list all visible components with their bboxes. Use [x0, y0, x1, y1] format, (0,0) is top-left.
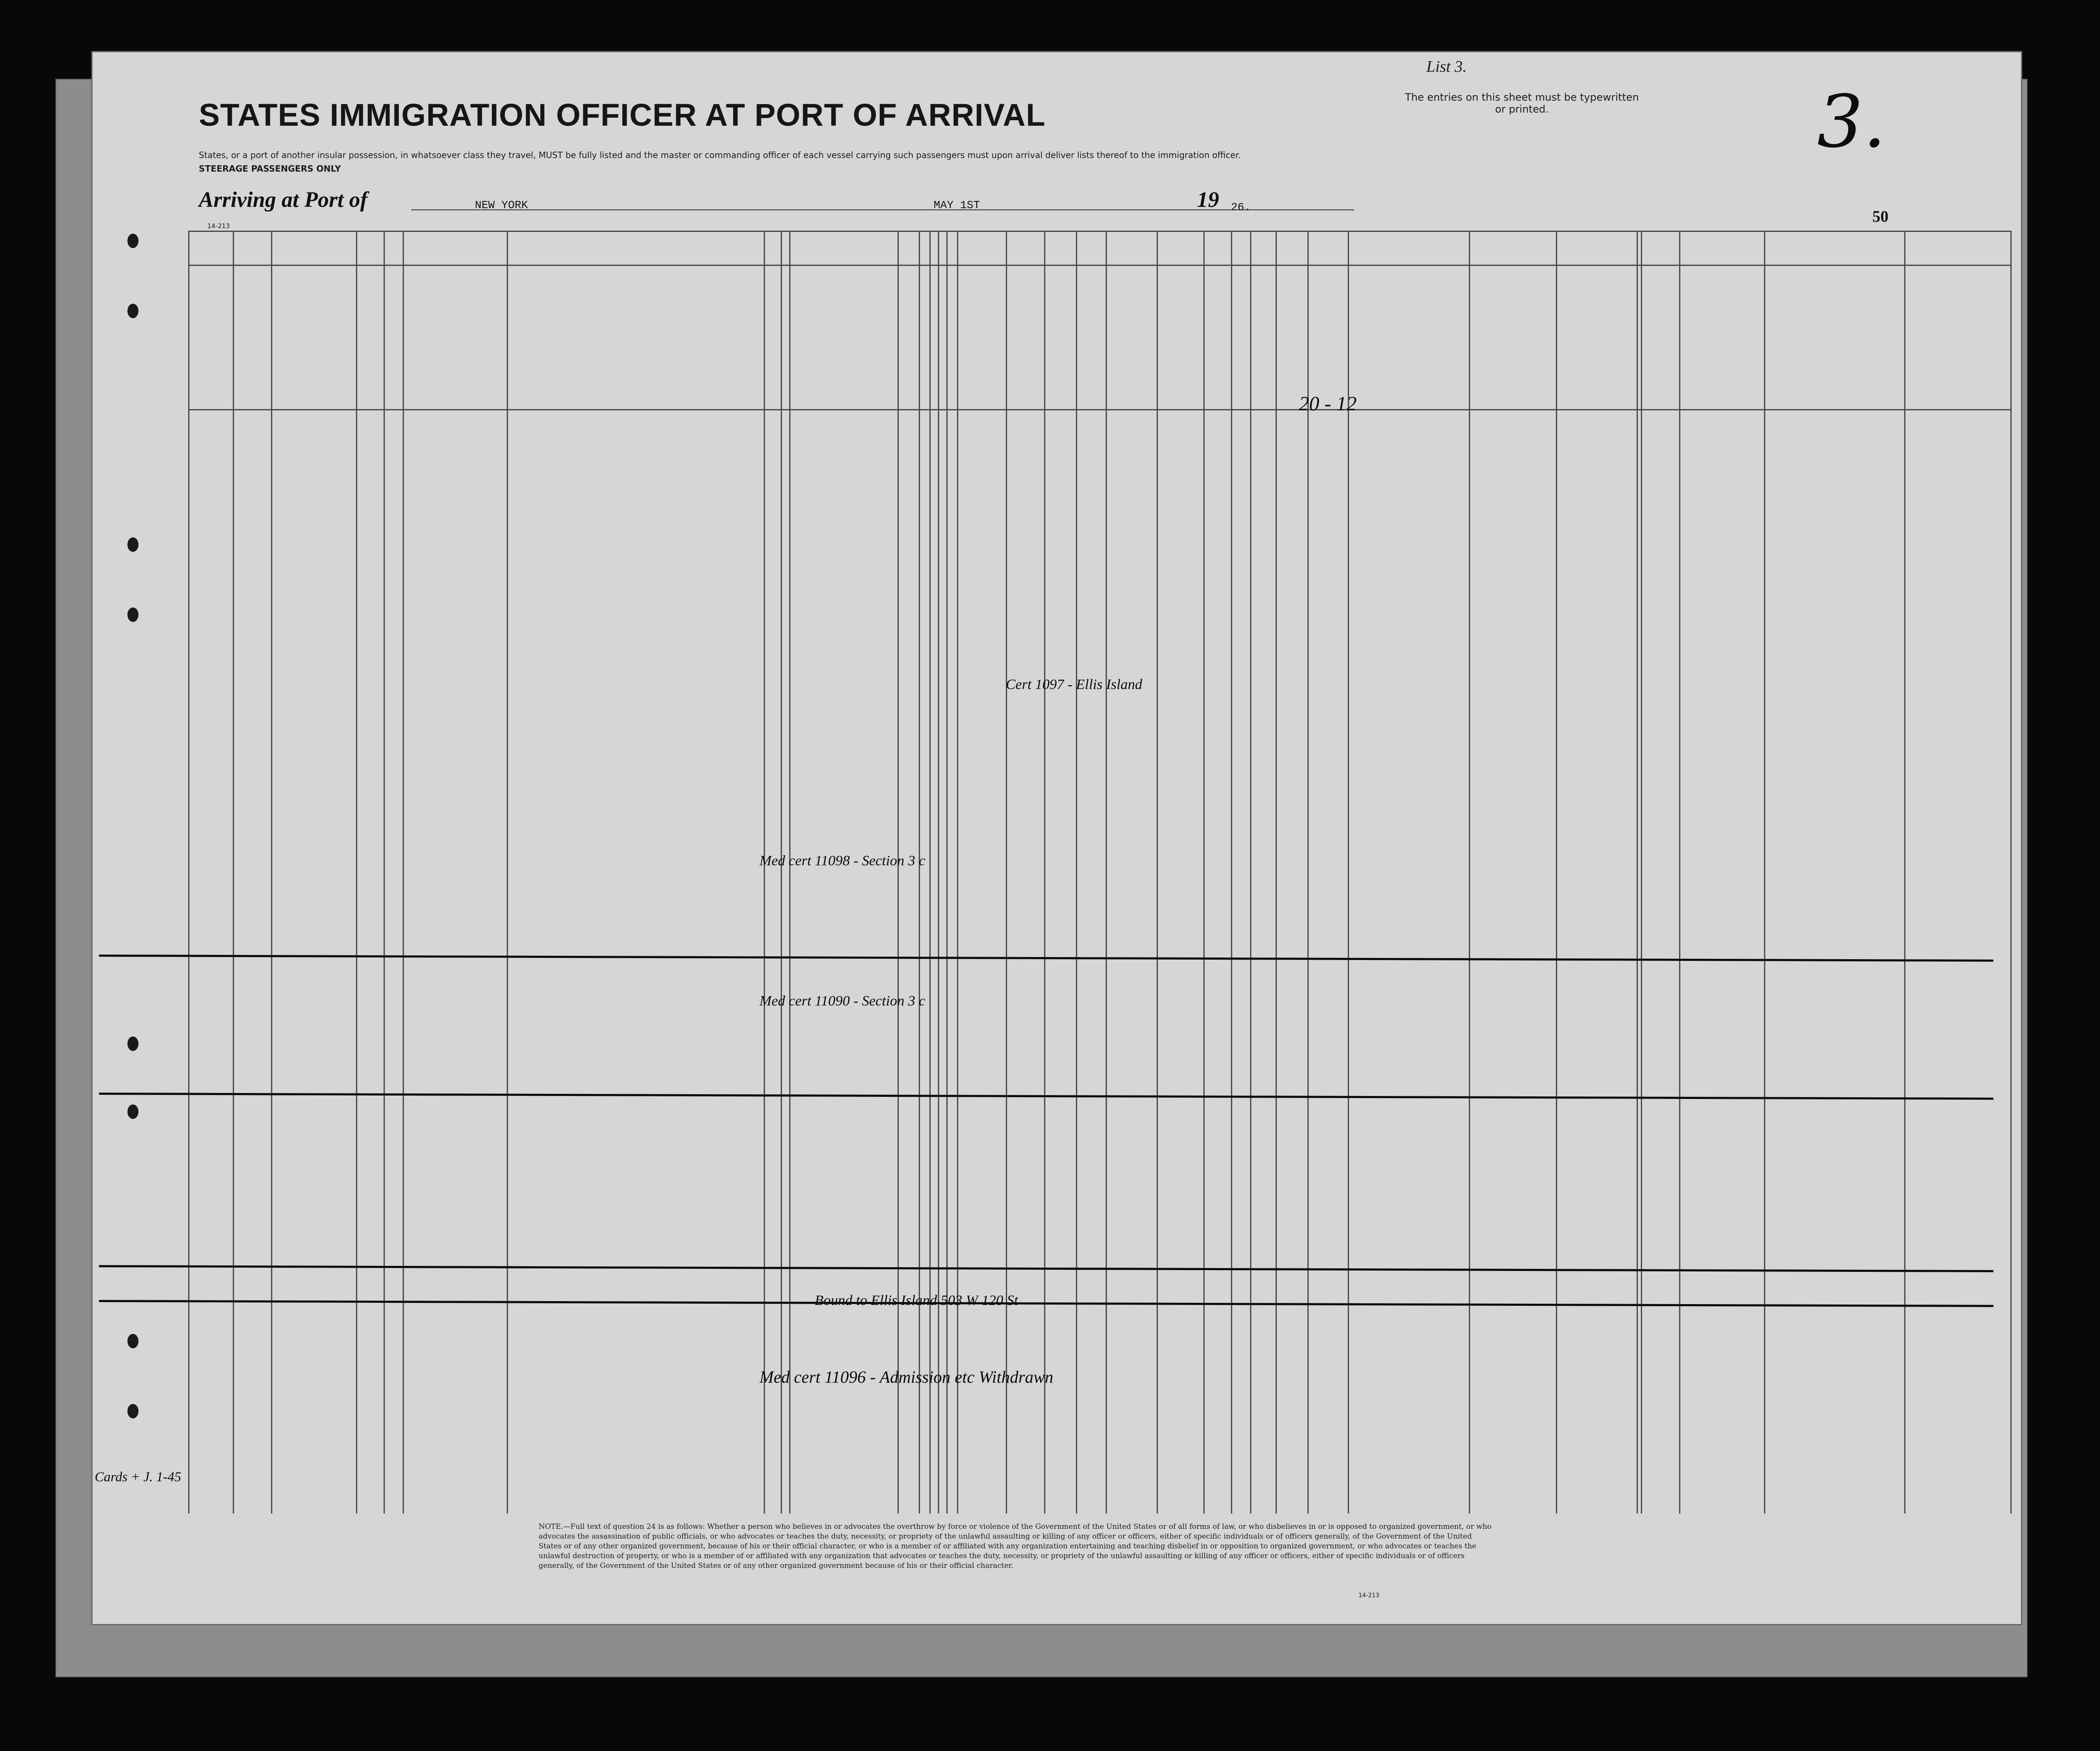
column-rule: [1764, 231, 1765, 1514]
column-rule: [507, 231, 508, 1514]
column-rule: [957, 231, 958, 1514]
binder-hole: [127, 607, 138, 622]
page-subtitle: States, or a port of another insular possession, in whatsoever class they travel, MUST be fully listed and the master or commanding officer of each vessel carrying such passengers must upon arrival deliver lists thereof to the immigration officer.: [199, 150, 1241, 160]
form-code: 14-213: [207, 222, 230, 230]
column-rule: [1556, 231, 1557, 1514]
column-rule: [919, 231, 920, 1514]
footnote: NOTE.—Full text of question 24 is as follows: Whether a person who believes in or advocates the overthrow by force or violence of the Government of the United States or of all forms of law, or who disbelieves in or is opposed to organized government, or who advocates the assassination of public officials, or who advocates or teaches the duty, necessity, or propriety of the unlawful assaulting or killing of any officer or officers, either of specific individuals or of officers generally, of the Government of the United States or of any other organized government, because of his or their official character, or who is a member of or affiliated with any organization entertaining and teaching disbelief in or opposition to organized government, or who advocates or teaches the unlawful destruction of property, or who is a member of or affiliated with any organization that advocates or teaches the duty, necessity, or propriety of the unlawful assaulting or killing of any officer or officers, either of specific individuals or of officers generally, of the Government of the United States or of any other organized government because of his or their official character.: [539, 1522, 1492, 1570]
column-rule: [1157, 231, 1158, 1514]
header-rule: [188, 265, 2010, 266]
binder-hole: [127, 234, 138, 248]
list-label: List 3.: [1426, 58, 1467, 76]
column-rule: [764, 231, 765, 1514]
handwritten-note-row29: Med cert 11096 - Admission etc Withdrawn: [759, 1367, 1053, 1387]
header-rule: [188, 231, 2010, 232]
column-rule: [1006, 231, 1007, 1514]
column-rule: [1076, 231, 1077, 1514]
column-rule: [1679, 231, 1680, 1514]
column-rule: [929, 231, 931, 1514]
sheet-mark: 3.: [1817, 80, 1886, 164]
typewritten-note: The entries on this sheet must be typewritten or printed.: [1405, 91, 1639, 115]
list-number: 3.: [1454, 58, 1467, 76]
column-rule: [403, 231, 404, 1514]
column-rule: [1203, 231, 1205, 1514]
column-rule: [789, 231, 790, 1514]
column-rule: [898, 231, 899, 1514]
column-rule: [1044, 231, 1045, 1514]
column-rule: [188, 231, 189, 1514]
column-rule: [1469, 231, 1470, 1514]
handwritten-marks-row1: 20 - 12: [1299, 393, 1357, 415]
year-prefix: 19: [1197, 188, 1219, 212]
column-rule: [1276, 231, 1277, 1514]
column-rule: [1348, 231, 1349, 1514]
column-rule: [946, 231, 948, 1514]
column-rule: [1250, 231, 1251, 1514]
column-rule: [356, 231, 357, 1514]
manifest-sheet: [91, 51, 2022, 1625]
arriving-label: Arriving at Port of: [199, 188, 368, 212]
port-value: NEW YORK: [475, 199, 528, 212]
column-rule: [1231, 231, 1232, 1514]
page-title: STATES IMMIGRATION OFFICER AT PORT OF ARRIVAL: [199, 97, 1046, 133]
binder-hole: [127, 304, 138, 318]
column-rule: [2010, 231, 2012, 1514]
binder-hole: [127, 1404, 138, 1418]
binder-hole: [127, 1334, 138, 1348]
column-rule: [233, 231, 234, 1514]
handwritten-note-row18: Med cert 11090 - Section 3 c: [759, 993, 926, 1009]
column-rule: [271, 231, 272, 1514]
column-rule: [1637, 231, 1638, 1514]
strike-line: [99, 955, 1993, 962]
binder-hole: [127, 1036, 138, 1051]
header-rule: [188, 409, 2010, 410]
column-rule: [1307, 231, 1309, 1514]
page-number: 50: [1872, 208, 1888, 226]
steerage-label: STEERAGE PASSENGERS ONLY: [199, 164, 341, 174]
binder-hole: [127, 1104, 138, 1119]
column-rule: [1106, 231, 1107, 1514]
handwritten-note-row27: Bound to Ellis Island 503 W 120 St: [815, 1293, 1018, 1308]
column-rule: [781, 231, 782, 1514]
handwritten-note-row8: Cert 1097 - Ellis Island: [1006, 677, 1143, 692]
binder-hole: [127, 537, 138, 552]
year-suffix: 26.: [1231, 201, 1251, 214]
column-rule: [938, 231, 939, 1514]
date-value: MAY 1ST: [934, 199, 980, 212]
handwritten-bottom-left: Cards + J. 1-45: [95, 1469, 181, 1484]
handwritten-note-row13: Med cert 11098 - Section 3 c: [759, 853, 926, 869]
column-rule: [1904, 231, 1905, 1514]
column-rule: [384, 231, 385, 1514]
strike-line: [99, 1300, 1993, 1307]
footnote-code: 14-213: [1358, 1592, 1380, 1599]
strike-line: [99, 1093, 1993, 1100]
column-rule: [1641, 231, 1642, 1514]
strike-line: [99, 1265, 1993, 1272]
